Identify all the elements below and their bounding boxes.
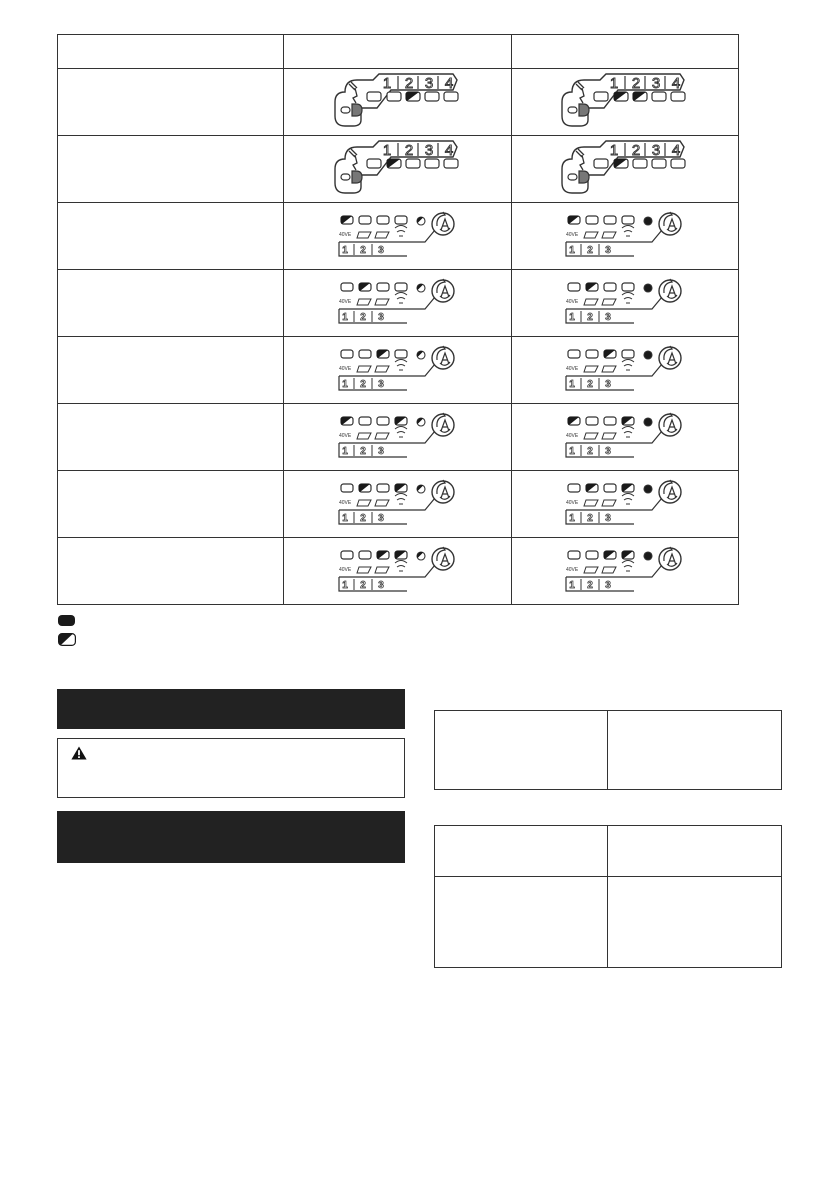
mode-lamp bbox=[359, 551, 371, 559]
mode-lamp bbox=[341, 551, 353, 559]
indicator-cell bbox=[284, 203, 512, 270]
mode-number-digit: 3 bbox=[605, 445, 611, 457]
warning-triangle-icon bbox=[71, 746, 87, 765]
row-label-cell bbox=[58, 136, 284, 203]
mode-lamp bbox=[622, 216, 634, 224]
indicator-cell bbox=[284, 136, 512, 203]
battery-level-digit: 3 bbox=[424, 74, 433, 92]
indicator-cell bbox=[284, 404, 512, 471]
spec-table bbox=[434, 825, 782, 968]
battery-lamp bbox=[594, 159, 608, 168]
header-cell bbox=[58, 35, 284, 69]
battery-level-digit: 1 bbox=[382, 141, 391, 159]
indicator-cell bbox=[512, 136, 739, 203]
spec-table bbox=[434, 710, 782, 790]
mode-indicator-panel bbox=[560, 409, 690, 461]
mode-number-digit: 3 bbox=[605, 378, 611, 390]
mode-lamp bbox=[341, 283, 353, 291]
battery-lamp bbox=[652, 159, 666, 168]
mode-number-digit: 3 bbox=[377, 378, 384, 390]
round-lamp bbox=[644, 284, 652, 292]
mode-indicator-panel bbox=[333, 476, 463, 528]
indicator-cell bbox=[512, 538, 739, 605]
mode-lamp bbox=[568, 551, 580, 559]
battery-lamp bbox=[425, 159, 439, 168]
table-cell bbox=[435, 711, 608, 790]
lamp-on-icon bbox=[58, 615, 75, 626]
row-label-cell bbox=[58, 538, 284, 605]
battery-lamp bbox=[652, 92, 666, 101]
mode-lamp bbox=[568, 350, 580, 358]
mode-number-digit: 3 bbox=[377, 445, 384, 457]
battery-lamp bbox=[367, 159, 381, 168]
mode-panel-label: 40VE bbox=[338, 432, 351, 439]
battery-level-digit: 3 bbox=[651, 74, 661, 92]
battery-level-digit: 2 bbox=[404, 141, 413, 159]
mode-number-digit: 2 bbox=[359, 445, 366, 457]
mode-number-digit: 3 bbox=[377, 512, 384, 524]
table-row bbox=[58, 203, 739, 270]
table-cell bbox=[435, 877, 608, 968]
battery-lamp bbox=[594, 92, 608, 101]
mode-number-digit: 3 bbox=[605, 244, 611, 256]
battery-level-digit: 4 bbox=[671, 141, 681, 159]
indicator-cell bbox=[512, 404, 739, 471]
mode-indicator-panel bbox=[333, 342, 463, 394]
table-row bbox=[58, 538, 739, 605]
mode-lamp bbox=[395, 350, 407, 358]
mode-indicator-panel bbox=[333, 409, 463, 461]
round-lamp bbox=[644, 552, 652, 560]
mode-number-digit: 1 bbox=[569, 445, 575, 457]
table-row bbox=[435, 826, 782, 877]
battery-level-digit: 1 bbox=[609, 141, 619, 159]
row-label-cell bbox=[58, 337, 284, 404]
mode-lamp bbox=[377, 216, 389, 224]
mode-lamp bbox=[359, 417, 371, 425]
indicator-cell bbox=[284, 471, 512, 538]
mode-number-digit: 1 bbox=[341, 579, 348, 591]
mode-number-digit: 2 bbox=[359, 311, 366, 323]
mode-indicator-panel bbox=[560, 342, 690, 394]
mode-indicator-panel bbox=[560, 208, 690, 260]
mode-number-digit: 1 bbox=[569, 378, 575, 390]
table-row bbox=[58, 404, 739, 471]
mode-lamp bbox=[359, 216, 371, 224]
mode-number-digit: 2 bbox=[587, 579, 593, 591]
mode-lamp bbox=[622, 283, 634, 291]
row-label-cell bbox=[58, 270, 284, 337]
battery-indicator-panel bbox=[331, 139, 465, 195]
mode-lamp bbox=[622, 350, 634, 358]
mode-panel-label: 40VE bbox=[566, 566, 579, 573]
mode-number-digit: 2 bbox=[587, 512, 593, 524]
mode-lamp bbox=[604, 216, 616, 224]
battery-level-digit: 3 bbox=[424, 141, 433, 159]
mode-lamp bbox=[586, 551, 598, 559]
table-row bbox=[58, 69, 739, 136]
mode-panel-label: 40VE bbox=[338, 231, 351, 238]
mode-lamp bbox=[377, 283, 389, 291]
mode-lamp bbox=[395, 283, 407, 291]
mode-lamp bbox=[341, 484, 353, 492]
indicator-cell bbox=[284, 538, 512, 605]
table-cell bbox=[608, 877, 782, 968]
mode-number-digit: 1 bbox=[341, 445, 348, 457]
mode-lamp bbox=[604, 417, 616, 425]
indicator-cell bbox=[284, 270, 512, 337]
header-cell bbox=[512, 35, 739, 69]
mode-number-digit: 1 bbox=[569, 512, 575, 524]
battery-indicator-panel bbox=[558, 72, 692, 128]
indicator-table bbox=[57, 34, 739, 605]
mode-indicator-panel bbox=[560, 476, 690, 528]
mode-lamp bbox=[377, 417, 389, 425]
table-cell bbox=[608, 826, 782, 877]
mode-number-digit: 2 bbox=[587, 311, 593, 323]
mode-number-digit: 2 bbox=[359, 378, 366, 390]
mode-lamp bbox=[377, 484, 389, 492]
round-lamp bbox=[644, 418, 652, 426]
battery-lamp bbox=[671, 159, 685, 168]
battery-level-digit: 2 bbox=[631, 74, 641, 92]
battery-lamp bbox=[444, 159, 458, 168]
mode-number-digit: 3 bbox=[605, 512, 611, 524]
mode-lamp bbox=[586, 216, 598, 224]
battery-level-digit: 4 bbox=[444, 141, 453, 159]
mode-number-digit: 1 bbox=[341, 512, 348, 524]
mode-panel-label: 40VE bbox=[338, 566, 351, 573]
section-heading-bar bbox=[57, 689, 405, 729]
battery-lamp bbox=[367, 92, 381, 101]
row-label-cell bbox=[58, 203, 284, 270]
battery-lamp bbox=[387, 92, 401, 101]
mode-number-digit: 3 bbox=[377, 579, 384, 591]
mode-number-digit: 2 bbox=[359, 244, 366, 256]
mode-number-digit: 1 bbox=[569, 579, 575, 591]
mode-indicator-panel bbox=[333, 543, 463, 595]
lamp-blink-icon bbox=[58, 633, 76, 651]
mode-indicator-panel bbox=[333, 275, 463, 327]
indicator-cell bbox=[512, 270, 739, 337]
round-lamp bbox=[644, 351, 652, 359]
indicator-cell bbox=[512, 471, 739, 538]
mode-lamp bbox=[604, 283, 616, 291]
mode-number-digit: 1 bbox=[341, 311, 348, 323]
mode-lamp bbox=[395, 216, 407, 224]
table-row bbox=[58, 471, 739, 538]
mode-panel-label: 40VE bbox=[338, 365, 351, 372]
mode-number-digit: 2 bbox=[587, 244, 593, 256]
mode-number-digit: 1 bbox=[569, 311, 575, 323]
mode-number-digit: 1 bbox=[569, 244, 575, 256]
table-row bbox=[58, 136, 739, 203]
mode-indicator-panel bbox=[333, 208, 463, 260]
mode-lamp bbox=[586, 417, 598, 425]
mode-number-digit: 2 bbox=[359, 579, 366, 591]
table-cell bbox=[608, 711, 782, 790]
mode-panel-label: 40VE bbox=[566, 499, 579, 506]
table-header-row bbox=[58, 35, 739, 69]
mode-lamp bbox=[604, 484, 616, 492]
mode-number-digit: 3 bbox=[377, 244, 384, 256]
mode-panel-label: 40VE bbox=[566, 298, 579, 305]
battery-level-digit: 2 bbox=[631, 141, 641, 159]
mode-number-digit: 1 bbox=[341, 244, 348, 256]
mode-panel-label: 40VE bbox=[566, 365, 579, 372]
mode-lamp bbox=[568, 283, 580, 291]
battery-lamp bbox=[671, 92, 685, 101]
mode-number-digit: 3 bbox=[605, 311, 611, 323]
battery-lamp bbox=[425, 92, 439, 101]
mode-panel-label: 40VE bbox=[338, 298, 351, 305]
battery-lamp bbox=[444, 92, 458, 101]
indicator-cell bbox=[512, 69, 739, 136]
mode-number-digit: 2 bbox=[587, 378, 593, 390]
indicator-cell bbox=[512, 337, 739, 404]
mode-lamp bbox=[586, 350, 598, 358]
round-lamp bbox=[644, 485, 652, 493]
table-row bbox=[58, 270, 739, 337]
header-cell bbox=[284, 35, 512, 69]
mode-number-digit: 2 bbox=[587, 445, 593, 457]
indicator-cell bbox=[284, 337, 512, 404]
mode-number-digit: 3 bbox=[377, 311, 384, 323]
mode-number-digit: 3 bbox=[605, 579, 611, 591]
battery-level-digit: 1 bbox=[609, 74, 619, 92]
battery-lamp bbox=[406, 159, 420, 168]
battery-indicator-panel bbox=[558, 139, 692, 195]
mode-number-digit: 2 bbox=[359, 512, 366, 524]
mode-lamp bbox=[359, 350, 371, 358]
battery-level-digit: 2 bbox=[404, 74, 413, 92]
warning-box bbox=[57, 738, 405, 798]
indicator-cell bbox=[284, 69, 512, 136]
section-heading-bar bbox=[57, 811, 405, 863]
mode-panel-label: 40VE bbox=[338, 499, 351, 506]
mode-panel-label: 40VE bbox=[566, 231, 579, 238]
mode-indicator-panel bbox=[560, 543, 690, 595]
table-cell bbox=[435, 826, 608, 877]
indicator-cell bbox=[512, 203, 739, 270]
battery-level-digit: 4 bbox=[444, 74, 453, 92]
battery-level-digit: 1 bbox=[382, 74, 391, 92]
mode-lamp bbox=[341, 350, 353, 358]
table-row bbox=[435, 877, 782, 968]
table-row bbox=[58, 337, 739, 404]
row-label-cell bbox=[58, 471, 284, 538]
round-lamp bbox=[644, 217, 652, 225]
mode-number-digit: 1 bbox=[341, 378, 348, 390]
battery-level-digit: 4 bbox=[671, 74, 681, 92]
battery-indicator-panel bbox=[331, 72, 465, 128]
battery-level-digit: 3 bbox=[651, 141, 661, 159]
mode-lamp bbox=[568, 484, 580, 492]
row-label-cell bbox=[58, 69, 284, 136]
mode-indicator-panel bbox=[560, 275, 690, 327]
battery-lamp bbox=[633, 159, 647, 168]
mode-panel-label: 40VE bbox=[566, 432, 579, 439]
row-label-cell bbox=[58, 404, 284, 471]
table-row bbox=[435, 711, 782, 790]
